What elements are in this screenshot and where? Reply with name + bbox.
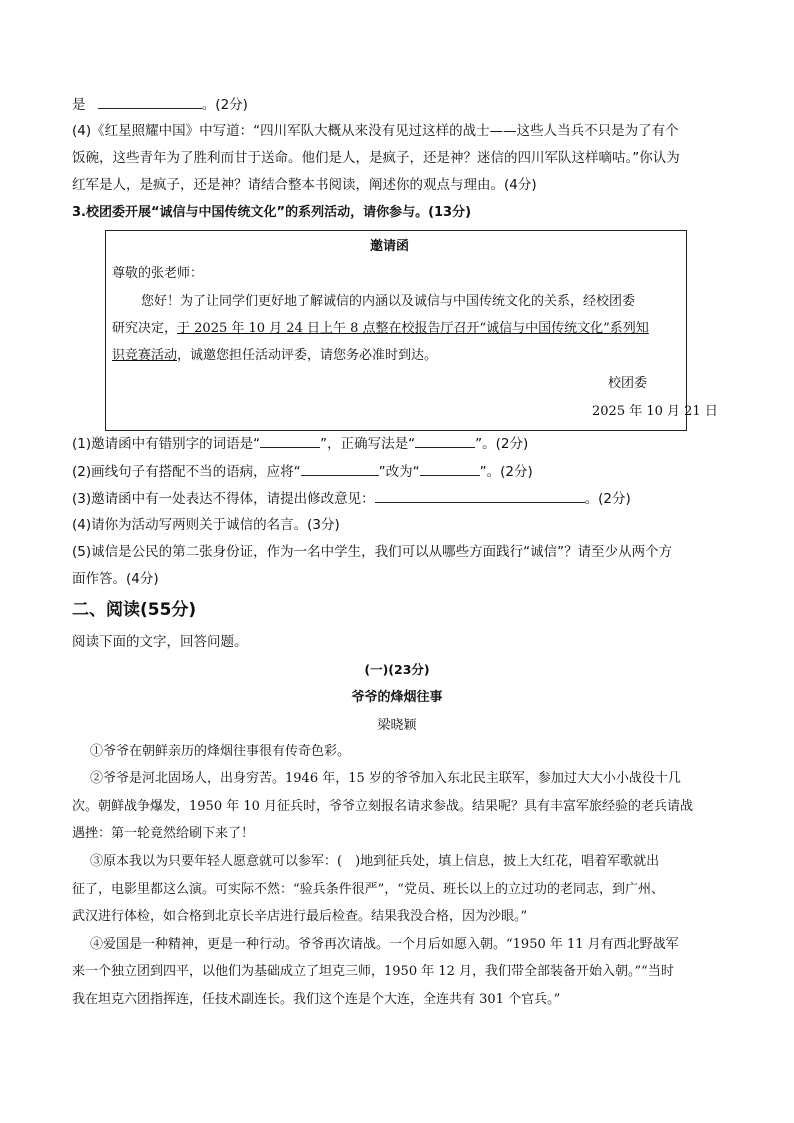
q2-answer-line <box>72 94 248 115</box>
q2-answer-blank[interactable] <box>98 94 202 109</box>
paragraph-2-line3: 遇挫：第一轮竟然给刷下来了！ <box>72 826 255 841</box>
paragraph-2-line2: 次。朝鲜战争爆发，1950 年 10 月征兵时，爷爷立刻报名请求参战。结果呢？具有丰富军旅经验的老兵请战 <box>72 799 694 814</box>
q2-line-suffix: 。(2分) <box>201 97 248 113</box>
q3-sub1-text-c: ”。(2分) <box>475 436 529 452</box>
q3-sub2-blank-original[interactable] <box>301 461 379 476</box>
paragraph-2-line1: ②爷爷是河北固场人，出身穷苦。1946 年，15 岁的爷爷加入东北民主联军，参加过大大小小战役十几 <box>90 771 681 786</box>
q3-sub2-text-c: ”。(2分) <box>479 464 533 480</box>
paragraph-3-line3: 武汉进行体检，如合格到北京长辛店进行最后检查。结果我没合格，因为沙眼。” <box>72 909 528 924</box>
paragraph-4-line2: 来一个独立团到四平，以他们为基础成立了坦克三师，1950 年 12 月，我们带全部装备开始入朝。”“当时 <box>72 964 674 979</box>
q2-sub4-line3: 红军是人，是疯子，还是神？请结合整本书阅读，阐述你的观点与理由。(4分) <box>72 177 537 193</box>
q3-sub2-text-b: ”改为“ <box>378 464 420 480</box>
letter-heading: 邀请函 <box>370 239 410 254</box>
letter-body-line3-plain: ，诚邀您担任活动评委，请您务必准时到达。 <box>177 348 438 363</box>
q3-sub1 <box>72 433 528 454</box>
paragraph-3-line1: ③原本我以为只要年轻人愿意就可以参军：( )地到征兵处，填上信息，披上大红花，唱着军歌就出 <box>90 854 660 869</box>
letter-salutation: 尊敬的张老师： <box>112 266 204 281</box>
q3-sub2-blank-revised[interactable] <box>420 461 480 476</box>
letter-date: 2025 年 10 月 21 日 <box>592 404 718 419</box>
q2-line-prefix: 是 <box>72 97 86 113</box>
letter-body-line3 <box>112 346 437 366</box>
q3-sub1-text-b: ”，正确写法是“ <box>320 436 416 452</box>
q3-sub2 <box>72 461 533 482</box>
q3-title: 3.校团委开展“诚信与中国传统文化”的系列活动，请你参与。(13分) <box>72 205 472 220</box>
q3-sub4: (4)请你为活动写两则关于诚信的名言。(3分) <box>72 517 340 533</box>
q2-sub4-line1: (4)《红星照耀中国》中写道：“四川军队大概从来没有见过这样的战士——这些人当兵不只是为了有个 <box>72 123 679 139</box>
paragraph-1: ①爷爷在朝鲜亲历的烽烟往事很有传奇色彩。 <box>90 744 351 759</box>
q3-sub1-blank-correct-word[interactable] <box>415 433 475 448</box>
letter-body-line1: 您好！为了让同学们更好地了解诚信的内涵以及诚信与中国传统文化的关系，经校团委 <box>141 294 636 309</box>
q3-sub1-text-a: (1)邀请函中有错别字的词语是“ <box>72 436 261 452</box>
q2-sub4-line2: 饭碗，这些青年为了胜利而甘于送命。他们是人，是疯子，还是神？迷信的四川军队这样嘀咕。”你认为 <box>72 150 680 166</box>
q3-sub3-text-b: 。(2分) <box>584 491 631 507</box>
letter-body-line2 <box>112 319 649 339</box>
q3-sub1-blank-wrong-word[interactable] <box>260 433 320 448</box>
part1-label: (一)(23分) <box>364 662 430 677</box>
letter-signature: 校团委 <box>608 376 648 391</box>
q3-sub5-line1: (5)诚信是公民的第二张身份证，作为一名中学生，我们可以从哪些方面践行“诚信”？请至少从两个方 <box>72 544 673 560</box>
letter-body-line2-plain: 研究决定， <box>112 321 178 336</box>
q3-sub2-text-a: (2)画线句子有搭配不当的语病，应将“ <box>72 464 301 480</box>
section2-heading: 二、阅读(55分) <box>72 600 197 620</box>
section2-instruction: 阅读下面的文字，回答问题。 <box>72 634 248 650</box>
q3-sub3 <box>72 488 631 509</box>
q3-sub5-line2: 面作答。(4分) <box>72 571 159 587</box>
q3-sub3-blank-suggestion[interactable] <box>375 488 585 503</box>
paragraph-3-line2: 征了，电影里都这么演。可实际不然：“验兵条件很严”，“党员、班长以上的立过功的老同志，到广州、 <box>72 882 664 897</box>
letter-underlined-sentence-part1: 于 2025 年 10 月 24 日上午 8 点整在校报告厅召开“诚信与中国传统文化”系列知 <box>177 321 649 336</box>
letter-underlined-sentence-part2: 识竞赛活动 <box>112 348 178 363</box>
paragraph-4-line3: 我在坦克六团指挥连，任技术副连长。我们这个连是个大连，全连共有 301 个官兵。” <box>72 992 561 1007</box>
story-author: 梁晓颖 <box>377 718 417 733</box>
q3-sub3-text-a: (3)邀请函中有一处表达不得体，请提出修改意见： <box>72 491 375 507</box>
paragraph-4-line1: ④爱国是一种精神，更是一种行动。爷爷再次请战。一个月后如愿入朝。“1950 年 11 月有西北野战军 <box>90 937 679 952</box>
story-title: 爷爷的烽烟往事 <box>351 690 443 705</box>
